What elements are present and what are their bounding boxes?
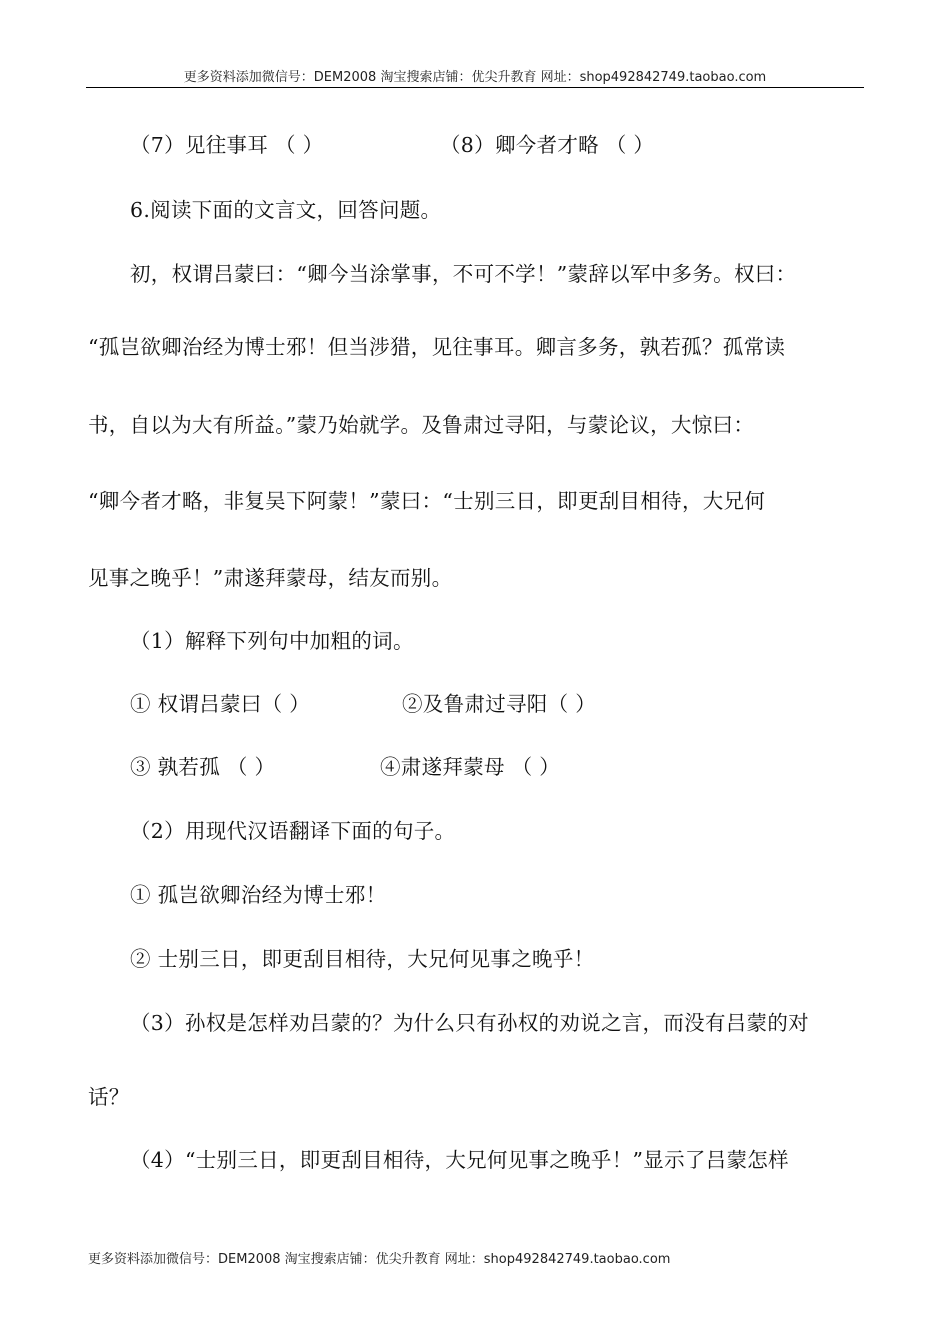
passage-line-4: “卿今者才略，非复吴下阿蒙！”蒙曰：“士别三日，即更刮目相待，大兄何 bbox=[88, 489, 766, 513]
sub2-item-b: ② 士别三日，即更刮目相待，大兄何见事之晚乎！ bbox=[130, 947, 595, 971]
header-rule bbox=[86, 87, 864, 88]
page-header: 更多资料添加微信号：DEM2008 淘宝搜索店铺：优尖升教育 网址：shop492842749.taobao.com bbox=[183, 70, 767, 85]
passage-line-5: 见事之晚乎！”肃遂拜蒙母，结友而别。 bbox=[88, 566, 453, 590]
passage-line-1: 初，权谓吕蒙曰：“卿今当涂掌事，不可不学！”蒙辞以军中多务。权曰： bbox=[130, 262, 797, 286]
sub-question-2: （2）用现代汉语翻译下面的句子。 bbox=[130, 819, 456, 843]
sub-question-3-line-2: 话？ bbox=[88, 1085, 130, 1109]
item-7: （7）见往事耳 （ ） bbox=[130, 133, 324, 157]
sub1-item-c: ③ 孰若孤 （ ） bbox=[130, 755, 276, 779]
sub2-item-a: ① 孤岂欲卿治经为博士邪！ bbox=[130, 883, 387, 907]
sub-question-4-line-1: （4）“士别三日，即更刮目相待，大兄何见事之晚乎！”显示了吕蒙怎样 bbox=[130, 1148, 789, 1172]
sub1-item-a: ① 权谓吕蒙曰（ ） bbox=[130, 692, 311, 716]
sub-question-3-line-1: （3）孙权是怎样劝吕蒙的？为什么只有孙权的劝说之言，而没有吕蒙的对 bbox=[130, 1011, 809, 1035]
question-6-title: 6.阅读下面的文言文，回答问题。 bbox=[130, 198, 442, 222]
sub1-item-b: ②及鲁肃过寻阳（ ） bbox=[402, 692, 597, 716]
passage-line-3: 书，自以为大有所益。”蒙乃始就学。及鲁肃过寻阳，与蒙论议，大惊曰： bbox=[88, 413, 755, 437]
sub1-item-d: ④肃遂拜蒙母 （ ） bbox=[380, 755, 561, 779]
item-8: （8）卿今者才略 （ ） bbox=[440, 133, 655, 157]
sub-question-1: （1）解释下列句中加粗的词。 bbox=[130, 629, 414, 653]
passage-line-2: “孤岂欲卿治经为博士邪！但当涉猎，见往事耳。卿言多务，孰若孤？孤常读 bbox=[88, 335, 786, 359]
page-footer: 更多资料添加微信号：DEM2008 淘宝搜索店铺：优尖升教育 网址：shop492842749.taobao.com bbox=[88, 1252, 671, 1267]
